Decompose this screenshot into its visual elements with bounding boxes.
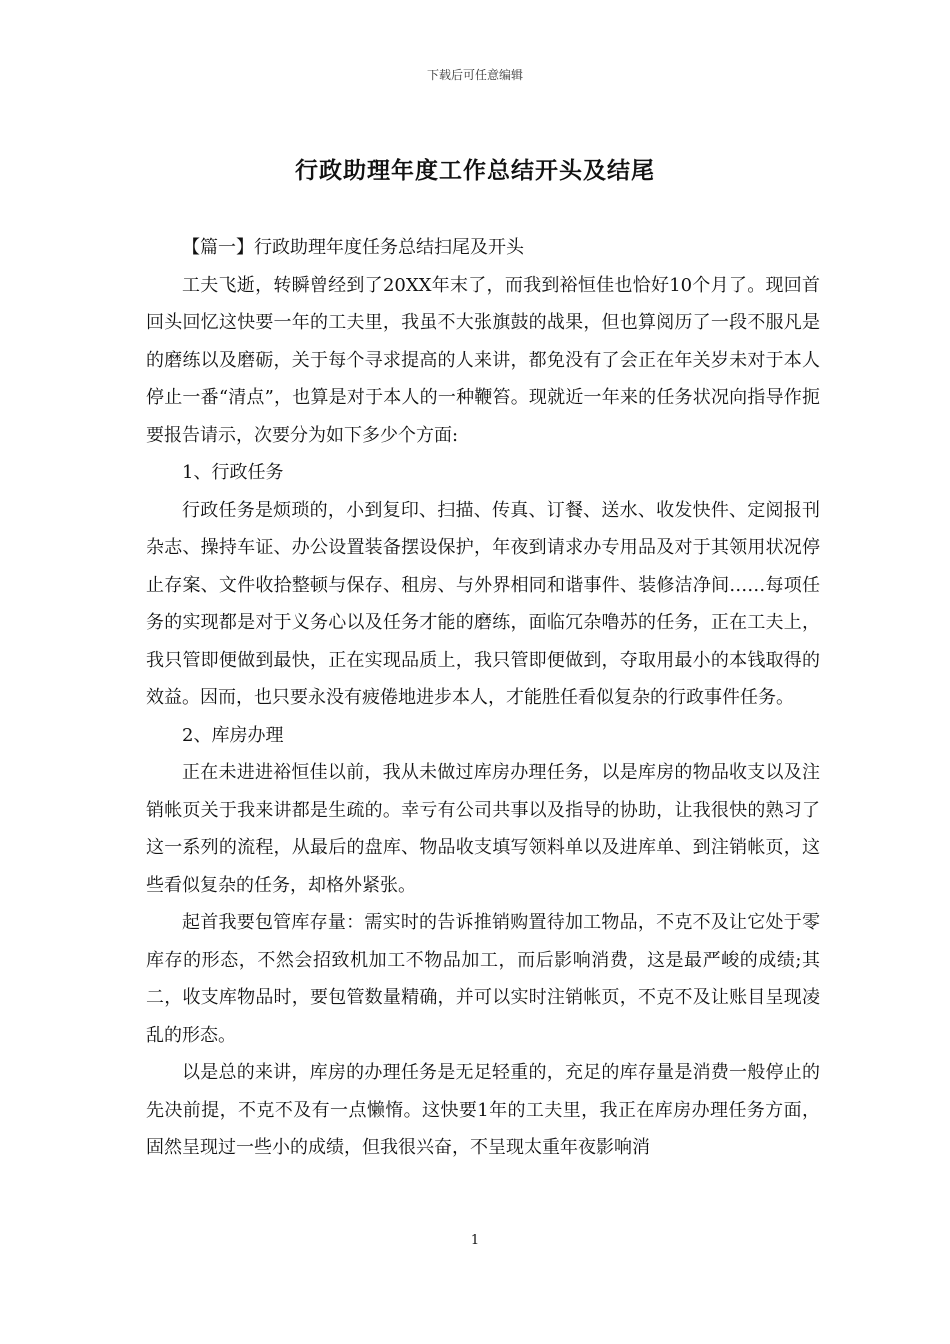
page-number: 1 [470, 1233, 480, 1248]
paragraph: 以是总的来讲，库房的办理任务是无足轻重的，充足的库存量是消费一般停止的先决前提，不克不及有一点懒惰。这快要1年的工夫里，我正在库房办理任务方面，固然呈现过一些小的成绩，但我很兴奋，不呈现太重年夜影响消 [146, 1062, 820, 1158]
document-title: 行政助理年度工作总结开头及结尾 [295, 158, 655, 184]
section-heading: 【篇一】行政助理年度任务总结扫尾及开头 [182, 237, 524, 258]
paragraph: 起首我要包管库存量：需实时的告诉推销购置待加工物品，不克不及让它处于零库存的形态，不然会招致机加工不物品加工，而后影响消费，这是最严峻的成绩;其二，收支库物品时，要包管数量精确，并可以实时注销帐页，不克不及让账目呈现凌乱的形态。 [146, 912, 820, 1046]
subsection-heading: 2、库房办理 [182, 724, 284, 746]
page-header: 下载后可任意编辑 [426, 68, 523, 82]
paragraph: 行政任务是烦琐的，小到复印、扫描、传真、订餐、送水、收发快件、定阅报刊杂志、操持车证、办公设置装备摆设保护，年夜到请求办专用品及对于其领用状况停止存案、文件收拾整顿与保存、租房、与外界相同和谐事件、装修洁净间……每项任务的实现都是对于义务心以及任务才能的磨练，面临冗杂噜苏的任务，正在工夫上，我只管即便做到最快，正在实现品质上，我只管即便做到，夺取用最小的本钱取得的效益。因而，也只要永没有疲倦地进步本人，才能胜任看似复杂的行政事件任务。 [146, 499, 820, 708]
subsection-heading: 1、行政任务 [182, 462, 284, 483]
document-body [146, 229, 820, 1167]
paragraph: 正在未进进裕恒佳以前，我从未做过库房办理任务，以是库房的物品收支以及注销帐页关于我来讲都是生疏的。幸亏有公司共事以及指导的协助，让我很快的熟习了这一系列的流程，从最后的盘库、物品收支填写领料单以及进库单、到注销帐页，这些看似复杂的任务，却格外紧张。 [146, 762, 820, 896]
paragraph: 工夫飞逝，转瞬曾经到了20XX年末了，而我到裕恒佳也恰好10个月了。现回首回头回忆这快要一年的工夫里，我虽不大张旗鼓的战果，但也算阅历了一段不服凡是的磨练以及磨砺，关于每个寻求提高的人来讲，都免没有了会正在年关岁未对于本人停止一番“清点”，也算是对于本人的一种鞭笞。现就近一年来的任务状况向指导作扼要报告请示，次要分为如下多少个方面: [146, 274, 820, 446]
